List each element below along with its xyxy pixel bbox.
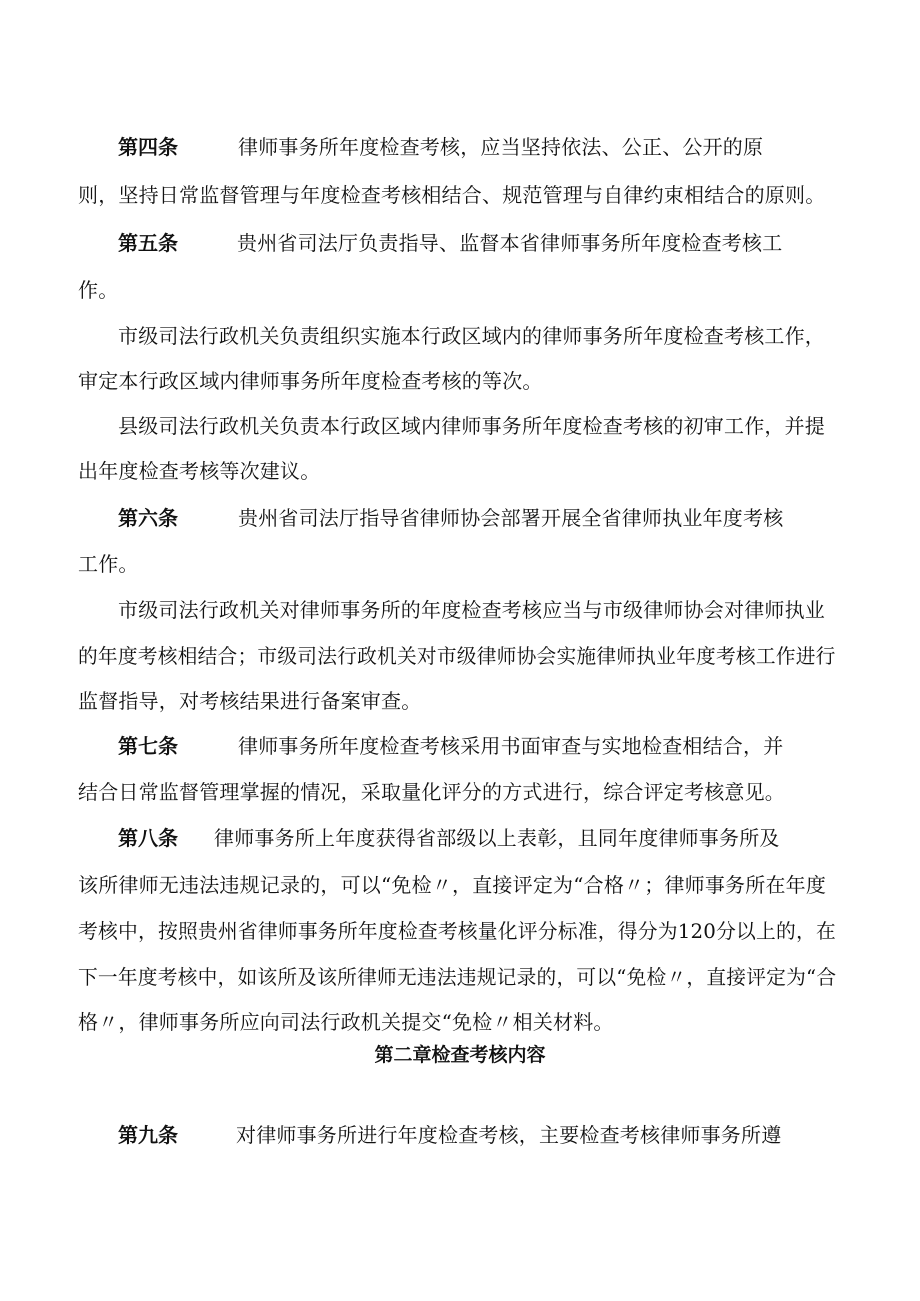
article-8-text-line-3: 考核中，按照贵州省律师事务所年度检查考核量化评分标准，得分为120分以上的，在 <box>78 919 837 943</box>
article-6-text-line-1: 贵州省司法厅指导省律师协会部署开展全省律师执业年度考核 <box>238 506 784 530</box>
article-5-para-3-line-1: 县级司法行政机关负责本行政区域内律师事务所年度检查考核的初审工作，并提 <box>118 414 825 438</box>
article-5-label: 第五条 <box>118 231 178 255</box>
article-7-label: 第七条 <box>118 734 178 758</box>
article-6-para-2-line-2: 的年度考核相结合；市级司法行政机关对市级律师协会实施律师执业年度考核工作进行 <box>78 644 836 668</box>
article-8-label: 第八条 <box>118 826 178 850</box>
article-6-text-line-2: 工作。 <box>78 552 139 576</box>
article-5-text-line-1: 贵州省司法厅负责指导、监督本省律师事务所年度检查考核工 <box>237 231 783 255</box>
article-5-para-3-line-2: 出年度检查考核等次建议。 <box>78 459 321 483</box>
chapter-2-heading: 第二章检查考核内容 <box>374 1044 546 1066</box>
article-8-text-line-5: 格〃，律师事务所应向司法行政机关提交“免检〃相关材料。 <box>78 1010 614 1034</box>
article-4-text-line-1: 律师事务所年度检查考核，应当坚持依法、公正、公开的原 <box>238 135 764 159</box>
article-6-para-2-line-1: 市级司法行政机关对律师事务所的年度检查考核应当与市级律师协会对律师执业 <box>118 598 825 622</box>
article-8-text-line-4: 下一年度考核中，如该所及该所律师无违法违规记录的，可以“免检〃，直接评定为“合 <box>78 965 837 989</box>
article-7-text-line-1: 律师事务所年度检查考核采用书面审查与实地检查相结合，并 <box>238 734 784 758</box>
article-4-label: 第四条 <box>118 135 178 159</box>
article-6-label: 第六条 <box>118 506 178 530</box>
article-8-text-line-1: 律师事务所上年度获得省部级以上表彰，且同年度律师事务所及 <box>214 826 780 850</box>
article-5-text-line-2: 作。 <box>78 278 119 302</box>
article-9-text-line-1: 对律师事务所进行年度检查考核，主要检查考核律师事务所遵 <box>236 1123 782 1147</box>
article-4-text-line-2: 则，坚持日常监督管理与年度检查考核相结合、规范管理与自律约束相结合的原则。 <box>78 183 826 207</box>
article-6-para-2-line-3: 监督指导，对考核结果进行备案审查。 <box>78 689 422 713</box>
article-5-para-2-line-1: 市级司法行政机关负责组织实施本行政区域内的律师事务所年度检查考核工作， <box>118 324 825 348</box>
article-7-text-line-2: 结合日常监督管理掌握的情况，采取量化评分的方式进行，综合评定考核意见。 <box>78 780 785 804</box>
article-8-text-line-2: 该所律师无违法违规记录的，可以“免检〃，直接评定为“合格〃；律师事务所在年度 <box>78 873 827 897</box>
article-9-label: 第九条 <box>118 1123 178 1147</box>
article-5-para-2-line-2: 审定本行政区域内律师事务所年度检查考核的等次。 <box>78 369 543 393</box>
